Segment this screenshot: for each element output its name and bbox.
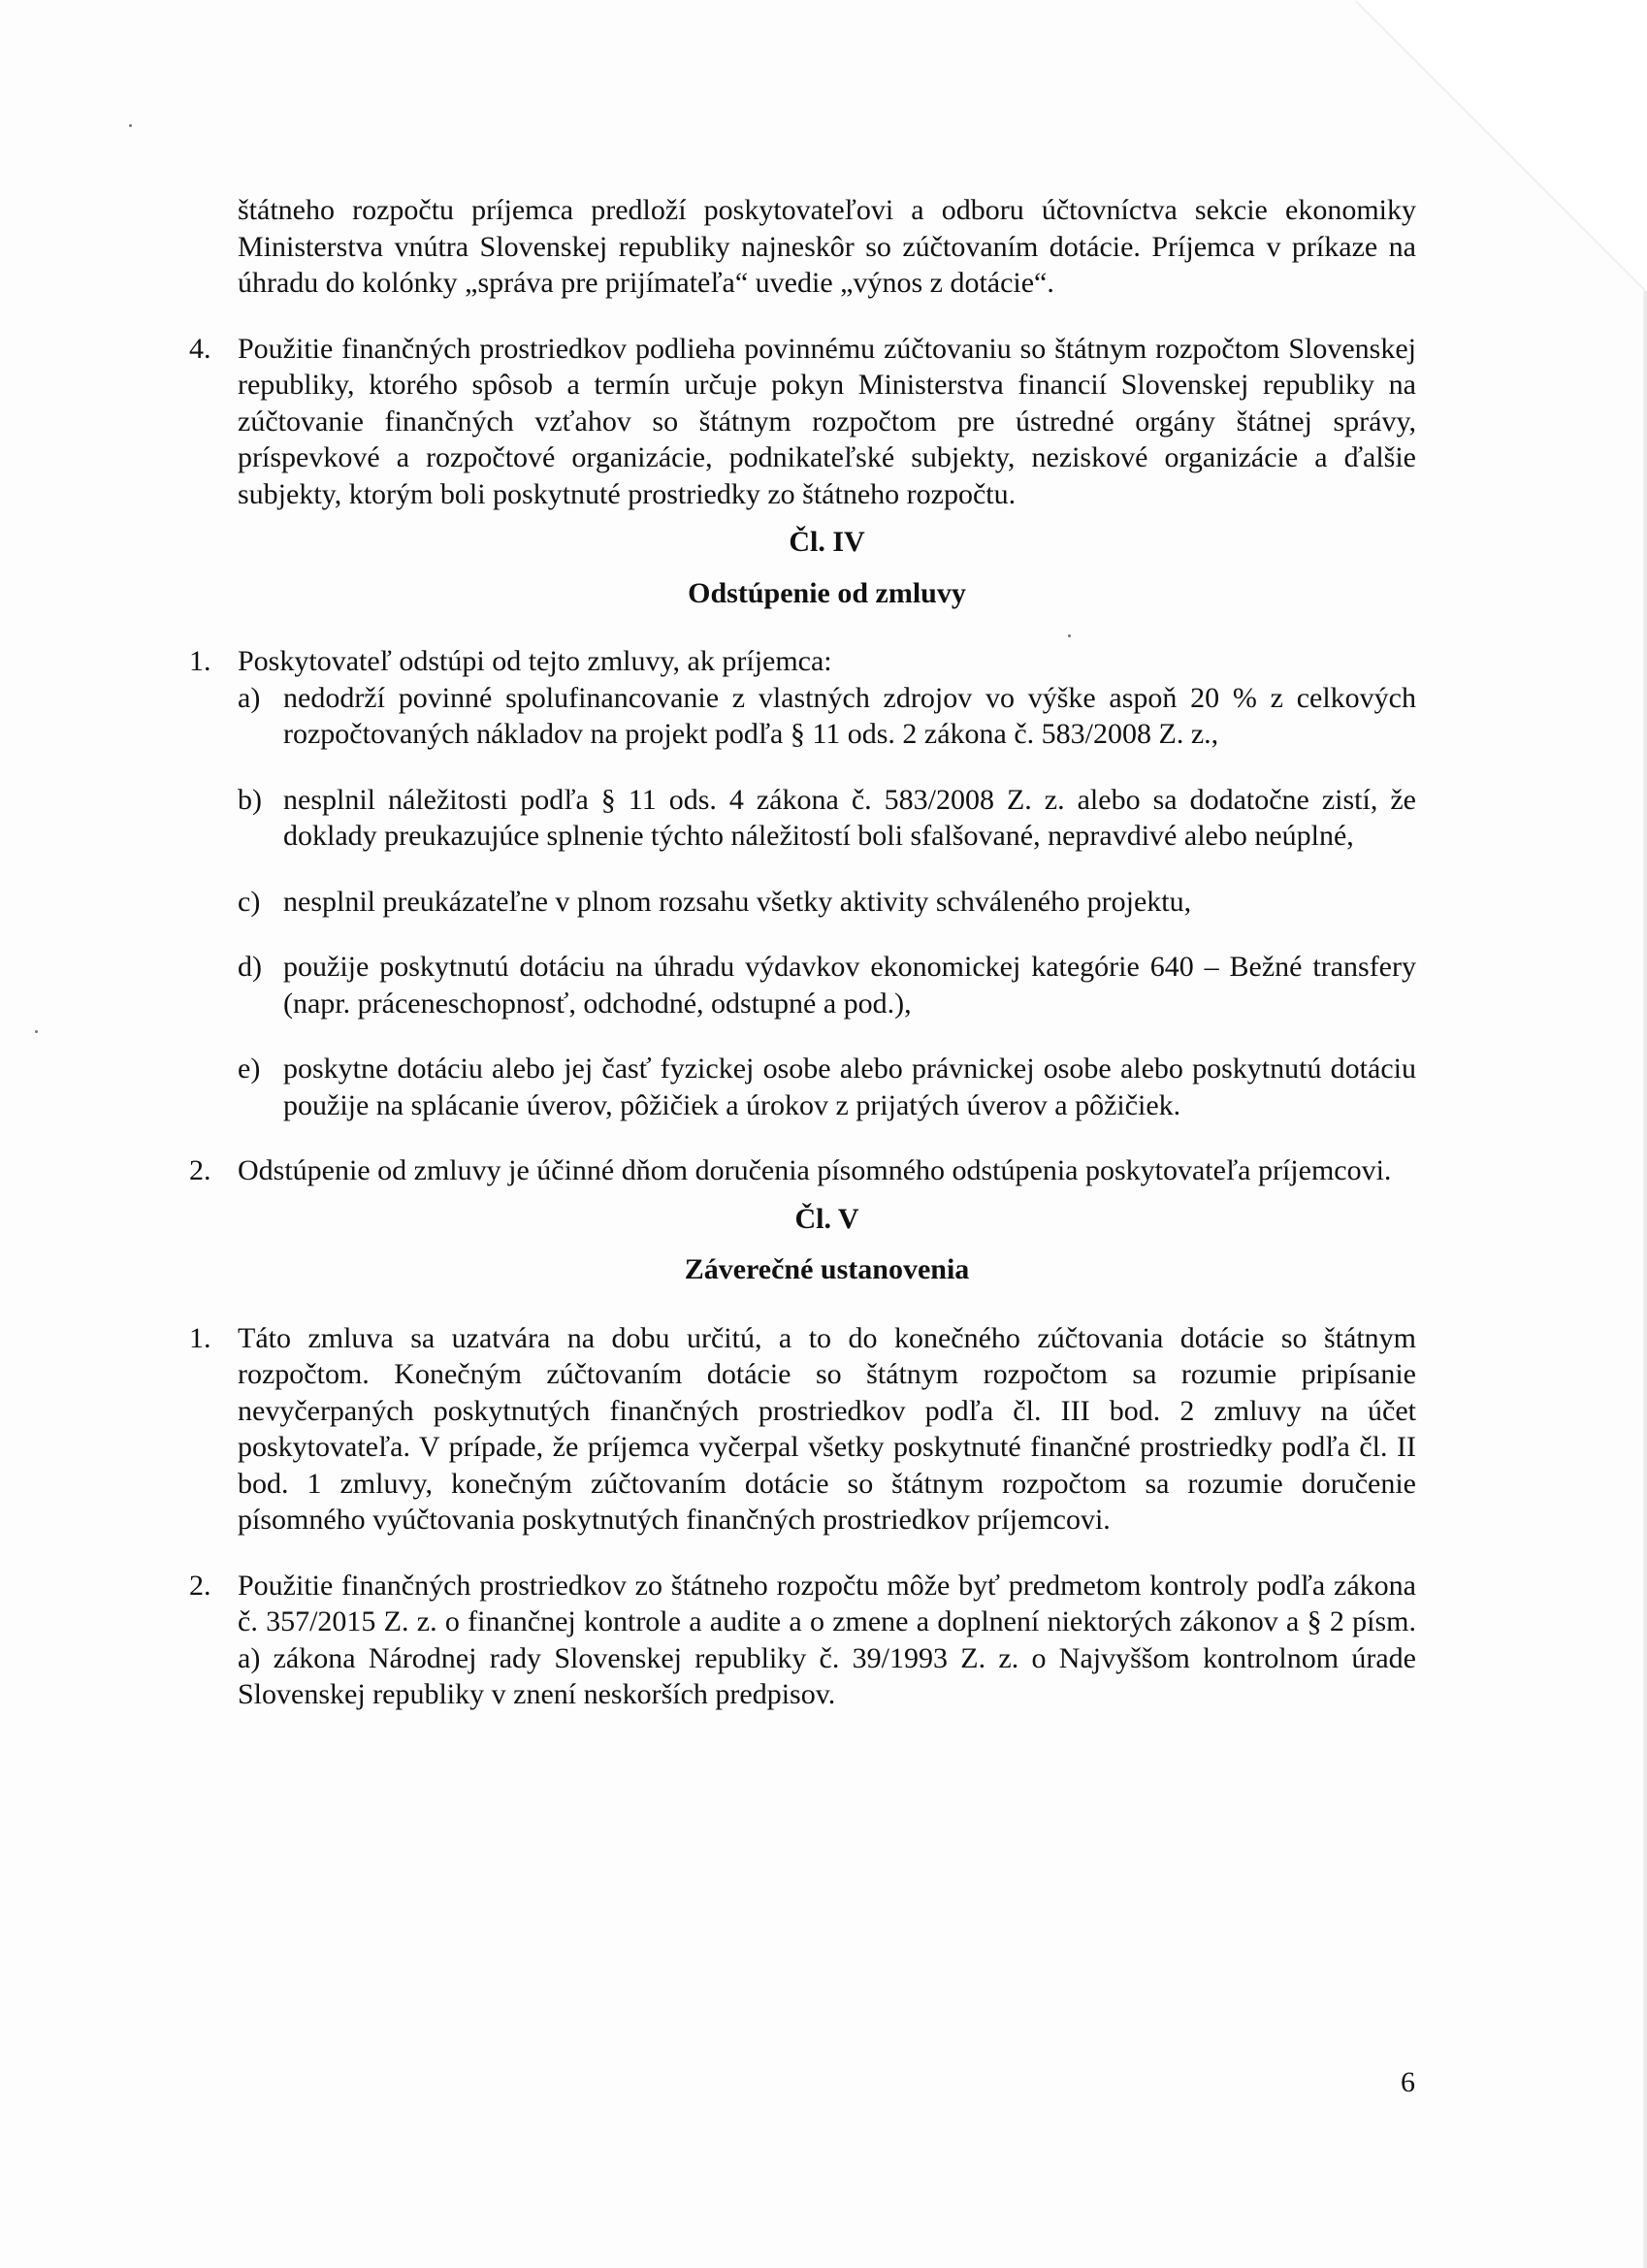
sub-item-text: nesplnil náležitosti podľa § 11 ods. 4 zákona č. 583/2008 Z. z. alebo sa dodatočne zistí, že doklady preukazujúce splnenie týchto náležitostí boli sfalšované, nepravdivé alebo neúplné, [283,783,1416,852]
numbered-item [189,1152,1416,1189]
item-number: 1. [189,1321,211,1354]
sub-item-letter: d) [238,951,262,983]
page-number: 6 [1401,2066,1415,2098]
sub-item-letter: c) [238,885,261,918]
sub-item [238,884,1416,921]
article-number: Čl. V [794,1202,859,1235]
page-edge-shadow [1643,291,1647,2268]
sub-item-letter: e) [238,1053,261,1085]
sub-item-letter: a) [238,681,261,714]
item-number: 1. [189,645,211,677]
sub-item [238,680,1416,753]
item-text: Poskytovateľ odstúpi od tejto zmluvy, ak príjemca: [238,645,832,677]
scan-speck [129,124,132,127]
item-number: 4. [189,332,211,365]
continued-paragraph: štátneho rozpočtu príjemca predloží poskytovateľovi a odboru účtovníctva sekcie ekonomiky Ministerstva vnútra Slovenskej republiky najneskôr so zúčtovaním dotácie. Príjemca v príkaze na úhradu do kolónky „správa pre prijímateľa“ uvedie „výnos z dotácie“. [238,194,1416,299]
numbered-item-4 [189,331,1416,513]
article-title: Odstúpenie od zmluvy [688,576,966,609]
sub-item-list [238,680,1416,1124]
scan-speck [35,1030,38,1033]
sub-item-text: poskytne dotáciu alebo jej časť fyzickej osobe alebo právnickej osobe alebo poskytnutú dotáciu použije na splácanie úverov, pôžičiek a úrokov z prijatých úverov a pôžičiek. [283,1053,1416,1121]
numbered-item [189,643,1416,680]
sub-item [238,1051,1416,1123]
sub-item-text: nesplnil preukázateľne v plnom rozsahu všetky aktivity schváleného projektu, [283,885,1192,918]
item-text: Odstúpenie od zmluvy je účinné dňom doručenia písomného odstúpenia poskytovateľa príjemcovi. [238,1154,1392,1186]
item-text: Táto zmluva sa uzatvára na dobu určitú, a to do konečného zúčtovania dotácie so štátnym rozpočtom. Konečným zúčtovaním dotácie so štátnym rozpočtom sa rozumie pripísanie nevyčerpaných poskytnutých finančných prostriedkov podľa čl. III bod. 2 zmluvy na účet poskytovateľa. V prípade, že príjemca vyčerpal všetky poskytnuté finančné prostriedky podľa čl. II bod. 1 zmluvy, konečným zúčtovaním dotácie so štátnym rozpočtom sa rozumie doručenie písomného vyúčtovania poskytnutých finančných prostriedkov príjemcovi. [238,1321,1416,1536]
item-text: Použitie finančných prostriedkov zo štátneho rozpočtu môže byť predmetom kontroly podľa zákona č. 357/2015 Z. z. o finančnej kontrole a audite a o zmene a doplnení niektorých zákonov a § 2 písm. a) zákona Národnej rady Slovenskej republiky č. 39/1993 Z. z. o Najvyššom kontrolnom úrade Slovenskej republiky v znení neskorších predpisov. [238,1569,1416,1710]
sub-item-text: nedodrží povinné spolufinancovanie z vlastných zdrojov vo výške aspoň 20 % z celkových rozpočtovaných nákladov na projekt podľa § 11 ods. 2 zákona č. 583/2008 Z. z., [283,681,1416,750]
sub-item [238,949,1416,1021]
article-number: Čl. IV [789,526,865,558]
sub-item [238,782,1416,855]
numbered-item [189,1320,1416,1539]
sub-item-text: použije poskytnutú dotáciu na úhradu výdavkov ekonomickej kategórie 640 – Bežné transfery (napr. práceneschopnosť, odchodné, odstupné a pod.), [283,951,1416,1020]
sub-item-letter: b) [238,783,262,816]
item-number: 2. [189,1154,211,1186]
document-body [189,192,1416,1713]
item-number: 2. [189,1569,211,1602]
article-title: Záverečné ustanovenia [684,1253,970,1285]
numbered-item [189,1568,1416,1713]
item-text: Použitie finančných prostriedkov podlieha povinnému zúčtovaniu so štátnym rozpočtom Slovenskej republiky, ktorého spôsob a termín určuje pokyn Ministerstva financií Slovenskej republiky na zúčtovanie finančných vzťahov so štátnym rozpočtom pre ústredné orgány štátnej správy, príspevkové a rozpočtové organizácie, podnikateľské subjekty, neziskové organizácie a ďalšie subjekty, ktorým boli poskytnuté prostriedky zo štátneho rozpočtu. [238,332,1416,510]
